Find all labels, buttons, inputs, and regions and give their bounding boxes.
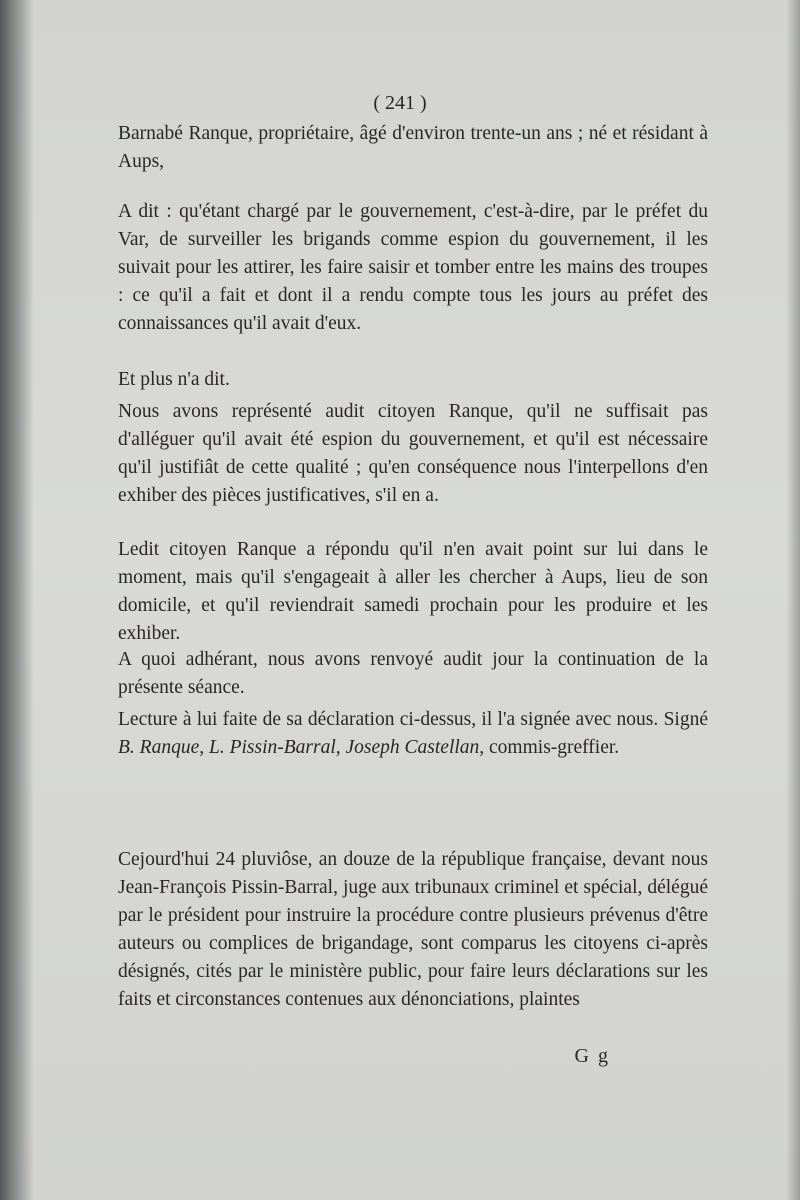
declaration-text: A dit : qu'étant chargé par le gouvernement, c'est-à-dire, par le préfet du Var, de surveiller les brigands comme espion du gouvernement, il les suivait pour les attirer, les faire saisir et tomber entre les mains des troupes : ce qu'il a fait et dont il a rendu compte tous les jours au préfet des connaissances qu'il avait d'eux.	[118, 201, 708, 334]
page-number: ( 241 )	[373, 92, 427, 114]
new-session-text: Cejourd'hui 24 pluviôse, an douze de la république française, devant nous Jean-François Pissin-Barral, juge aux tribunaux criminel et spécial, délégué par le président pour instruire la procédure contre plusieurs prévenus d'être auteurs ou complices de brigandage, sont comparus les citoyens ci-après désignés, cités par le ministère public, pour faire leurs déclarations sur les faits et circonstances contenues aux dénonciations, plaintes	[118, 849, 708, 1010]
paragraph-request	[118, 398, 708, 510]
paragraph-response	[118, 536, 708, 648]
paragraph-declaration	[118, 198, 708, 338]
paragraph-new-session	[118, 846, 708, 1014]
intro-text: Barnabé Ranque, propriétaire, âgé d'environ trente-un ans ; né et résidant à Aups,	[118, 123, 708, 172]
paragraph-reading	[118, 706, 708, 762]
page-gutter-shadow	[0, 0, 34, 1200]
request-text: Nous avons représenté audit citoyen Ranque, qu'il ne suffisait pas d'alléguer qu'il avait été espion du gouvernement, et qu'il est nécessaire qu'il justifiât de cette qualité ; qu'en conséquence nous l'interpellons d'en exhiber des pièces justificatives, s'il en a.	[118, 401, 708, 506]
end-statement-text: Et plus n'a dit.	[118, 369, 230, 390]
signature-mark: G g	[574, 1045, 610, 1067]
response-text: Ledit citoyen Ranque a répondu qu'il n'en avait point sur lui dans le moment, mais qu'il s'engageait à aller les chercher à Aups, lieu de son domicile, et qu'il reviendrait samedi prochain pour les produire et les exhiber.	[118, 539, 708, 644]
paragraph-intro	[118, 120, 708, 176]
page-edge-shadow	[786, 0, 800, 1200]
clerk-title: commis-greffier.	[489, 737, 620, 758]
paragraph-adjournment	[118, 646, 708, 702]
adjournment-text: A quoi adhérant, nous avons renvoyé audit jour la continuation de la présente séance.	[118, 649, 708, 698]
paragraph-end-statement	[118, 366, 708, 394]
reading-prefix: Lecture à lui faite de sa déclaration ci-dessus, il l'a signée avec nous. Signé	[118, 709, 708, 730]
reading-paragraph	[118, 706, 708, 762]
signature-names: B. Ranque, L. Pissin-Barral, Joseph Castellan,	[118, 737, 485, 758]
